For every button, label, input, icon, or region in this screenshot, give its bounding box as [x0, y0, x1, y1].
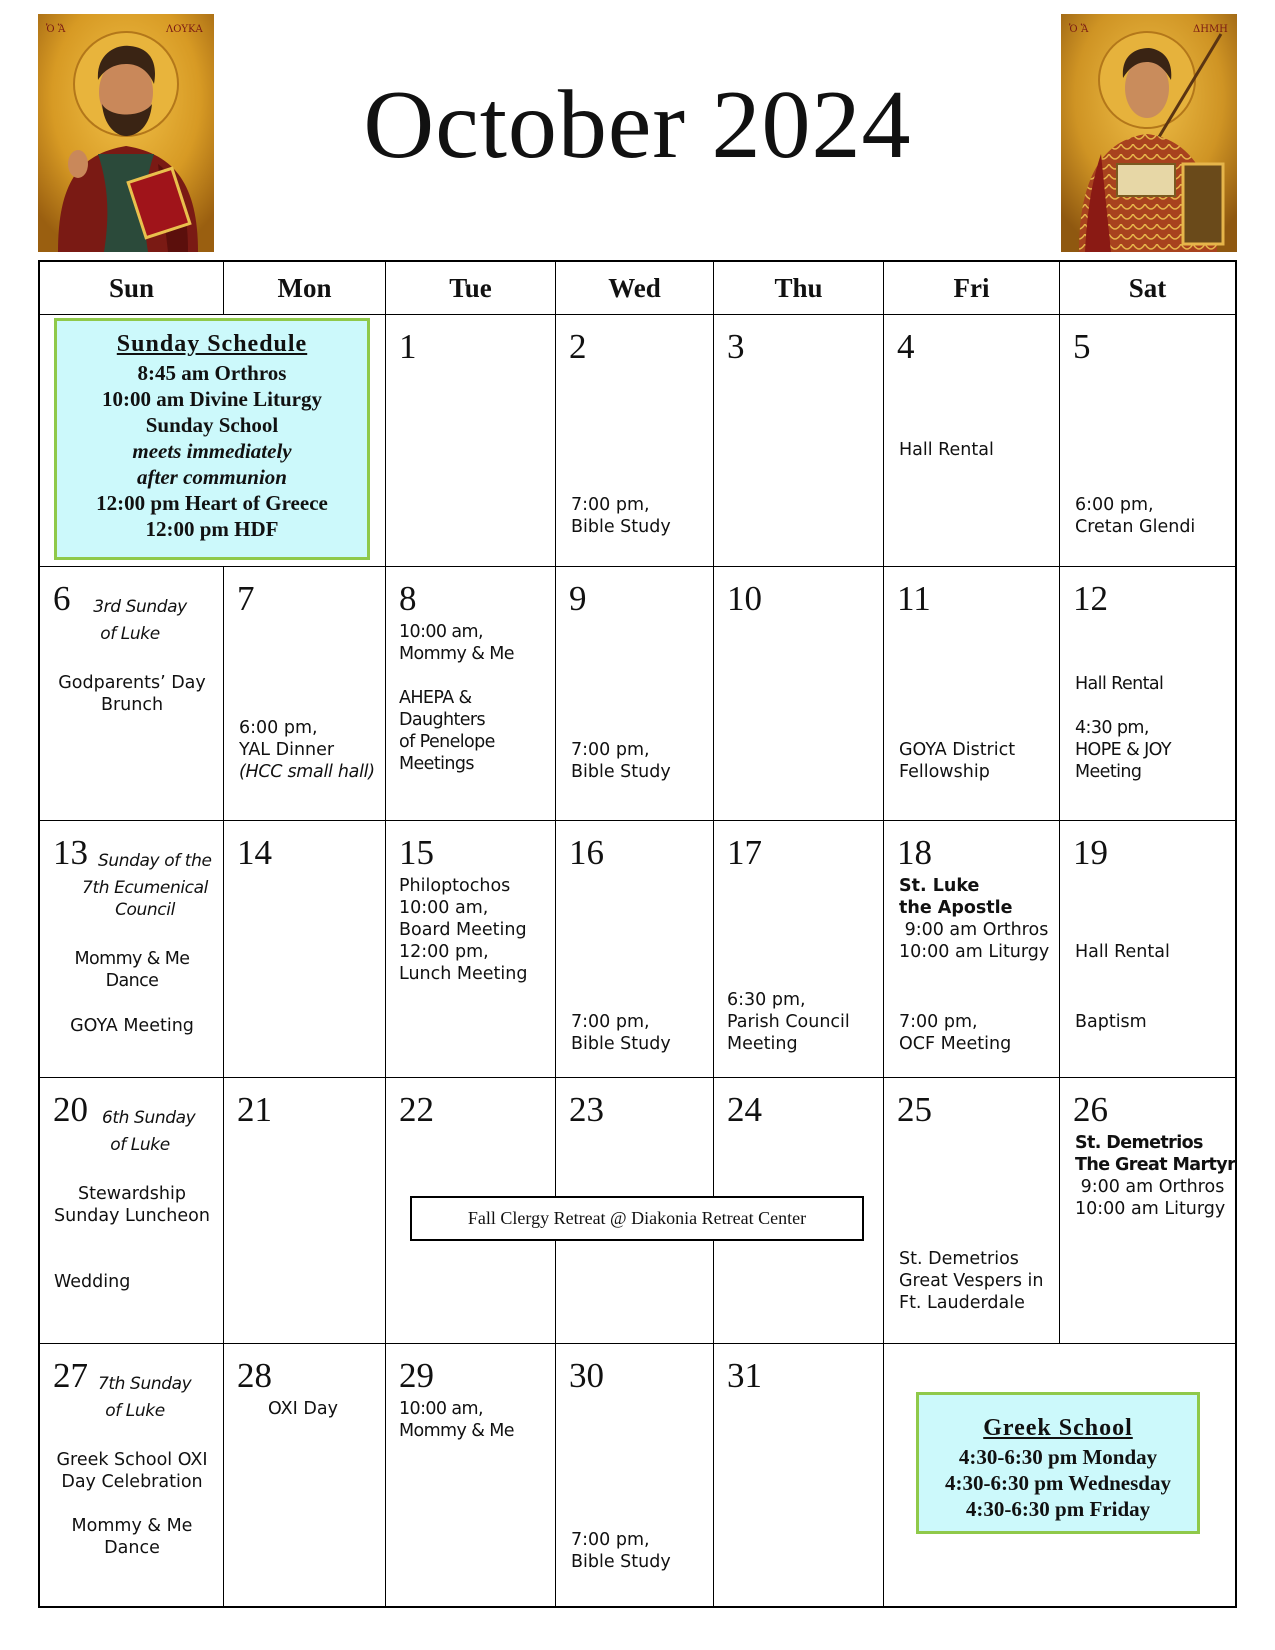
event-text: Meetings [399, 754, 474, 774]
day-cell-27 [40, 1344, 224, 1606]
sunday-schedule-line: after communion [137, 465, 287, 489]
day-number: 6 [53, 579, 71, 618]
day-cell-14 [224, 821, 386, 1078]
event-text: St. Demetrios [899, 1249, 1019, 1269]
day-cell-5 [1060, 315, 1235, 567]
day-number: 12 [1073, 579, 1108, 618]
day-number: 21 [237, 1090, 272, 1129]
day-cell-7 [224, 567, 386, 821]
liturgical-label: Council [115, 900, 175, 920]
event-text: 12:00 pm, [399, 942, 489, 962]
event-text: Great Vespers in [899, 1271, 1044, 1291]
greek-school-line: 4:30-6:30 pm Friday [965, 1497, 1151, 1521]
day-cell-13 [40, 821, 224, 1078]
page-title: October 2024 [363, 71, 912, 179]
day-number: 14 [237, 833, 272, 872]
event-text: Brunch [100, 695, 164, 715]
event-text: 9:00 am Orthros [1075, 1177, 1225, 1197]
day-number: 18 [897, 833, 932, 872]
day-number: 20 [53, 1090, 88, 1129]
day-cell-31 [714, 1344, 884, 1606]
weekday-header-tue: Tue [386, 262, 556, 315]
day-number: 10 [727, 579, 762, 618]
svg-text:ΛΟΥΚΑ: ΛΟΥΚΑ [166, 24, 203, 35]
event-text: Philoptochos [399, 876, 511, 896]
feast-title: St. Demetrios [1075, 1133, 1203, 1153]
day-number: 13 [53, 833, 88, 872]
event-text: Mommy & Me [74, 949, 190, 969]
sunday-schedule-line: 8:45 am Orthros [137, 361, 287, 385]
sunday-schedule-line: 10:00 am Divine Liturgy [102, 387, 322, 411]
day-cell-18 [884, 821, 1060, 1078]
day-cell-30 [556, 1344, 714, 1606]
day-number: 19 [1073, 833, 1108, 872]
day-number: 7 [237, 579, 255, 618]
day-cell-19 [1060, 821, 1235, 1078]
day-cell-12 [1060, 567, 1235, 821]
day-cell-17 [714, 821, 884, 1078]
liturgical-label: 7th Ecumenical [82, 878, 208, 898]
day-number: 9 [569, 579, 587, 618]
event-text: 10:00 am Liturgy [899, 942, 1050, 962]
event-text: HOPE & JOY [1075, 740, 1171, 760]
event-text: Wedding [54, 1272, 131, 1292]
day-cell-6 [40, 567, 224, 821]
liturgical-label: 7th Sunday [98, 1374, 192, 1394]
liturgical-label: of Luke [105, 1401, 165, 1421]
event-text: GOYA District [899, 740, 1016, 760]
event-text: YAL Dinner [239, 740, 335, 760]
svg-text:ΔΗΜΗ: ΔΗΜΗ [1193, 24, 1228, 35]
event-text: OCF Meeting [899, 1034, 1012, 1054]
event-text: Mommy & Me [399, 1421, 514, 1441]
event-text: Stewardship [78, 1184, 186, 1204]
liturgical-label: 3rd Sunday [93, 597, 187, 617]
weekday-header-fri: Fri [884, 262, 1060, 315]
day-number: 29 [399, 1356, 434, 1395]
event-text: 6:30 pm, [727, 990, 806, 1010]
sunday-schedule-box [54, 318, 370, 560]
liturgical-label: 6th Sunday [102, 1108, 196, 1128]
greek-school-cell [884, 1344, 1235, 1606]
greek-school-line: 4:30-6:30 pm Wednesday [945, 1471, 1171, 1495]
event-text: 4:30 pm, [1075, 718, 1149, 738]
event-text: 7:00 pm, [571, 1012, 650, 1032]
event-text: Mommy & Me [399, 644, 514, 664]
day-number: 22 [399, 1090, 434, 1129]
greek-school-title: Greek School [983, 1415, 1133, 1441]
event-text: Meeting [727, 1034, 798, 1054]
svg-text:Ὁ Ἅ: Ὁ Ἅ [1069, 24, 1089, 35]
liturgical-label: Sunday of the [98, 851, 212, 871]
day-number: 17 [727, 833, 762, 872]
greek-school-box [916, 1392, 1200, 1534]
event-text: 7:00 pm, [571, 495, 650, 515]
event-text: Dance [105, 971, 159, 991]
event-text: 10:00 am, [399, 622, 483, 642]
day-number: 11 [897, 579, 931, 618]
event-text: 6:00 pm, [1075, 495, 1154, 515]
liturgical-label: of Luke [110, 1135, 170, 1155]
sunday-schedule-cell [40, 315, 386, 567]
sunday-schedule-line: meets immediately [132, 439, 292, 463]
event-text: 7:00 pm, [899, 1012, 978, 1032]
day-number: 24 [727, 1090, 762, 1129]
day-cell-2 [556, 315, 714, 567]
day-cell-3 [714, 315, 884, 567]
event-text: 10:00 am Liturgy [1075, 1199, 1226, 1219]
day-cell-28 [224, 1344, 386, 1606]
weekday-header-wed: Wed [556, 262, 714, 315]
day-number: 26 [1073, 1090, 1108, 1129]
day-cell-4 [884, 315, 1060, 567]
event-text: OXI Day [268, 1399, 338, 1419]
day-cell-8 [386, 567, 556, 821]
day-number: 23 [569, 1090, 604, 1129]
event-text: Bible Study [571, 1034, 671, 1054]
day-cell-26 [1060, 1078, 1235, 1344]
day-number: 3 [727, 327, 745, 366]
event-text: Cretan Glendi [1075, 517, 1196, 537]
day-number: 15 [399, 833, 434, 872]
day-cell-1 [386, 315, 556, 567]
day-number: 28 [237, 1356, 272, 1395]
clergy-retreat-banner: Fall Clergy Retreat @ Diakonia Retreat Center [410, 1196, 864, 1241]
event-text: Hall Rental [1075, 674, 1164, 694]
day-number: 30 [569, 1356, 604, 1395]
feast-title: St. Luke [899, 876, 980, 896]
event-text: Mommy & Me [71, 1516, 193, 1536]
liturgical-label: of Luke [100, 624, 160, 644]
event-text: 6:00 pm, [239, 718, 318, 738]
day-number: 2 [569, 327, 587, 366]
event-text: Dance [104, 1538, 160, 1558]
weekday-header-thu: Thu [714, 262, 884, 315]
feast-title: the Apostle [899, 898, 1013, 918]
sunday-schedule-line: Sunday School [145, 413, 279, 437]
calendar-grid [38, 260, 1237, 1608]
day-number: 27 [53, 1356, 88, 1395]
event-text: Parish Council [727, 1012, 850, 1032]
feast-title: The Great Martyr [1075, 1155, 1236, 1175]
event-text: Bible Study [571, 762, 671, 782]
day-number: 4 [897, 327, 915, 366]
day-cell-15 [386, 821, 556, 1078]
event-text: Daughters [399, 710, 486, 730]
svg-text:Ὁ Ἅ: Ὁ Ἅ [46, 24, 66, 35]
day-cell-10 [714, 567, 884, 821]
event-text: Hall Rental [899, 440, 994, 460]
event-text: 9:00 am Orthros [899, 920, 1049, 940]
event-text: Fellowship [899, 762, 990, 782]
event-text: 10:00 am, [399, 898, 489, 918]
event-text: 7:00 pm, [571, 740, 650, 760]
event-text: Meeting [1075, 762, 1142, 782]
weekday-header-mon: Mon [224, 262, 386, 315]
event-text: Baptism [1075, 1012, 1147, 1032]
event-text: (HCC small hall) [239, 762, 375, 782]
event-text: Bible Study [571, 517, 671, 537]
day-cell-9 [556, 567, 714, 821]
event-text: GOYA Meeting [70, 1016, 194, 1036]
event-text: Sunday Luncheon [54, 1206, 210, 1226]
event-text: Bible Study [571, 1552, 671, 1572]
day-cell-16 [556, 821, 714, 1078]
weekday-header-sat: Sat [1060, 262, 1235, 315]
greek-school-line: 4:30-6:30 pm Monday [958, 1445, 1158, 1469]
event-text: Lunch Meeting [399, 964, 528, 984]
event-text: Day Celebration [61, 1472, 203, 1492]
event-text: Board Meeting [399, 920, 527, 940]
sunday-schedule-line: 12:00 pm HDF [145, 517, 279, 541]
day-cell-25 [884, 1078, 1060, 1344]
day-number: 16 [569, 833, 604, 872]
event-text: 7:00 pm, [571, 1530, 650, 1550]
event-text: Ft. Lauderdale [899, 1293, 1025, 1313]
day-cell-29 [386, 1344, 556, 1606]
event-text: Greek School OXI [56, 1450, 208, 1470]
day-number: 5 [1073, 327, 1091, 366]
event-text: of Penelope [399, 732, 495, 752]
day-cell-11 [884, 567, 1060, 821]
sunday-schedule-line: 12:00 pm Heart of Greece [96, 491, 328, 515]
sunday-schedule-title: Sunday Schedule [116, 331, 308, 357]
day-cell-21 [224, 1078, 386, 1344]
day-number: 1 [399, 327, 417, 366]
weekday-header-sun: Sun [40, 262, 224, 315]
day-number: 25 [897, 1090, 932, 1129]
event-text: Godparents’ Day [58, 673, 206, 693]
day-number: 31 [727, 1356, 762, 1395]
event-text: 10:00 am, [399, 1399, 483, 1419]
event-text: Hall Rental [1075, 942, 1170, 962]
event-text: AHEPA & [399, 688, 472, 708]
day-number: 8 [399, 579, 417, 618]
day-cell-20 [40, 1078, 224, 1344]
